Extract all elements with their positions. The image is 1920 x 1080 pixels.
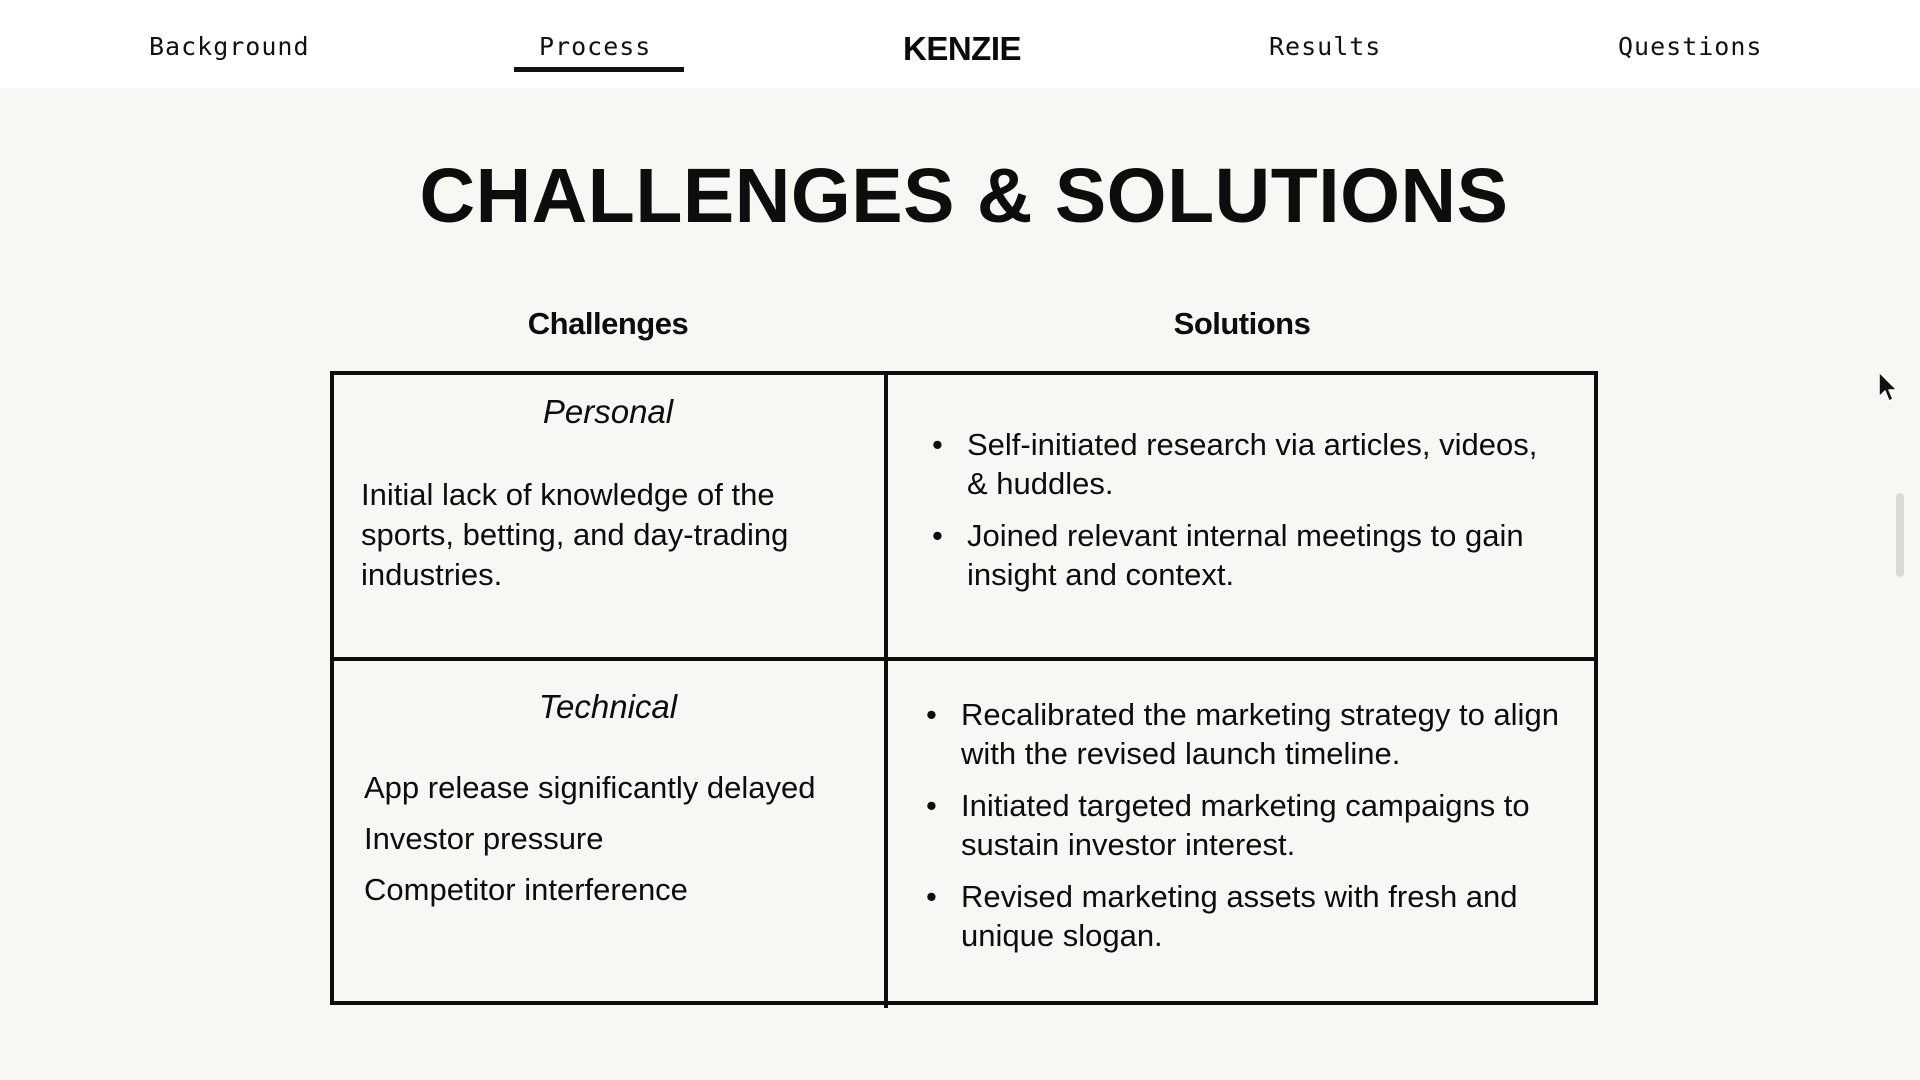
page-title: CHALLENGES & SOLUTIONS bbox=[419, 153, 1509, 239]
list-item bbox=[926, 786, 1566, 864]
personal-solutions-list bbox=[932, 425, 1552, 607]
list-item bbox=[926, 877, 1566, 955]
solution-text: Self-initiated research via articles, videos, & huddles. bbox=[967, 427, 1538, 501]
top-navigation bbox=[0, 0, 1920, 88]
bullet-icon: • bbox=[932, 518, 943, 553]
nav-link-background[interactable]: Background bbox=[149, 32, 310, 61]
personal-challenge-text: Initial lack of knowledge of the sports, betting, and day-trading industries. bbox=[361, 477, 789, 592]
solution-text: Initiated targeted marketing campaigns to sustain investor interest. bbox=[961, 788, 1530, 862]
nav-link-questions[interactable]: Questions bbox=[1618, 32, 1763, 61]
row-label-technical: Technical bbox=[538, 688, 678, 725]
table-row-divider bbox=[330, 657, 1598, 661]
column-heading-solutions: Solutions bbox=[1173, 306, 1311, 341]
list-item bbox=[932, 425, 1552, 503]
scrollbar-thumb[interactable] bbox=[1896, 493, 1904, 577]
list-item bbox=[932, 516, 1552, 594]
brand-logo[interactable]: KENZIE bbox=[903, 30, 1022, 67]
list-item: Competitor interference bbox=[364, 872, 688, 907]
row-label-personal: Personal bbox=[542, 393, 674, 430]
technical-challenges-list bbox=[364, 762, 816, 915]
active-nav-indicator bbox=[514, 67, 684, 72]
mouse-pointer-icon bbox=[1877, 371, 1899, 403]
nav-link-results[interactable]: Results bbox=[1269, 32, 1382, 61]
technical-solutions-list bbox=[926, 695, 1566, 968]
solution-text: Joined relevant internal meetings to gain insight and context. bbox=[967, 518, 1524, 592]
list-item: App release significantly delayed bbox=[364, 770, 816, 805]
bullet-icon: • bbox=[926, 879, 937, 914]
bullet-icon: • bbox=[926, 788, 937, 823]
solution-text: Revised marketing assets with fresh and unique slogan. bbox=[961, 879, 1518, 953]
list-item: Investor pressure bbox=[364, 821, 604, 856]
bullet-icon: • bbox=[932, 427, 943, 462]
nav-link-process[interactable]: Process bbox=[539, 32, 652, 61]
column-heading-challenges: Challenges bbox=[527, 306, 689, 341]
solution-text: Recalibrated the marketing strategy to align with the revised launch timeline. bbox=[961, 697, 1559, 771]
bullet-icon: • bbox=[926, 697, 937, 732]
list-item bbox=[926, 695, 1566, 773]
